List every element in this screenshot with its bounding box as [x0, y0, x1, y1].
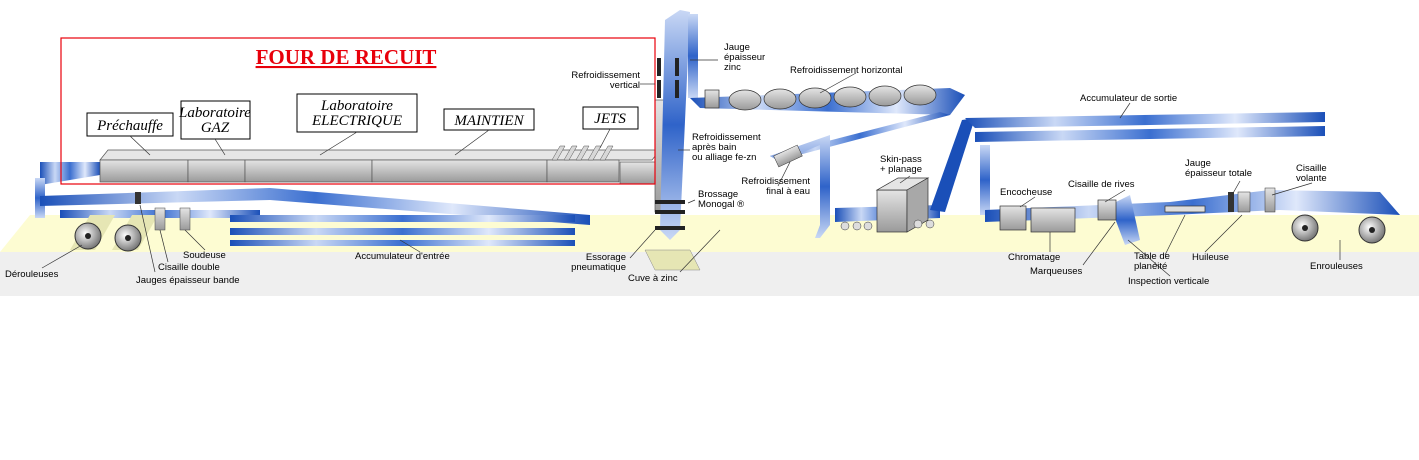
entry-strip-top [40, 162, 100, 185]
label-maintien: MAINTIEN [454, 113, 524, 129]
furnace-electric [245, 160, 372, 182]
label-cisaille-double: Cisaille double [158, 262, 220, 273]
uncoiler-coil-2-hub [125, 235, 131, 241]
welder [180, 208, 190, 230]
furnace-snout [620, 162, 655, 184]
label-accumulateur-sortie: Accumulateur de sortie [1080, 93, 1178, 104]
double-shear [155, 208, 165, 230]
tower-strip-up [660, 10, 690, 240]
label-electrique: Laboratoire ELECTRIQUE [312, 98, 402, 129]
skin-pass-mill [877, 190, 907, 232]
edge-trimmer [1098, 200, 1116, 220]
furnace-preheat [100, 160, 188, 182]
zinc-gauge-3 [657, 80, 661, 98]
label-chromatage: Chromatage [1008, 252, 1061, 263]
label-refroid-vertical: Refroidissement vertical [571, 70, 640, 91]
chromating [1031, 208, 1075, 232]
exit-acc-bottom [980, 145, 990, 215]
label-marqueuses: Marqueuses [1030, 266, 1083, 277]
entry-accumulator-bottom [230, 240, 575, 246]
label-jauge-zinc: Jauge épaisseur zinc [724, 42, 766, 73]
flatness-table [1165, 206, 1205, 212]
zinc-gauge-1 [657, 58, 661, 76]
label-brossage: Brossage Monogal ® [698, 189, 745, 210]
uncoiler-coil-1-hub [85, 233, 91, 239]
furnace-holding [372, 160, 547, 182]
furnace-title: FOUR DE RECUIT [255, 45, 437, 69]
entry-accumulator-mid [230, 228, 575, 235]
label-jauges-bande: Jauges épaisseur bande [136, 275, 240, 286]
floor [0, 215, 1419, 252]
label-gaz: Laboratoire GAZ [179, 105, 251, 136]
notcher [1000, 206, 1026, 230]
total-gauge [1228, 192, 1234, 212]
tower-strip-down [688, 14, 698, 98]
monogal-brush-1 [655, 200, 685, 204]
strip-gauge [135, 192, 141, 204]
furnace-gas [188, 160, 245, 182]
water-quench [774, 145, 803, 167]
exit-riser [930, 118, 975, 212]
label-soudeuse: Soudeuse [183, 250, 226, 261]
furnace-body-top [100, 150, 660, 160]
exit-acc-mid [975, 126, 1325, 142]
label-jets: JETS [594, 111, 626, 127]
label-refroid-final: Refroidissement final à eau [741, 176, 810, 197]
recoiler-coil-1-hub [1302, 225, 1308, 231]
label-refroid-bain: Refroidissement après bain ou alliage fe-zn [692, 132, 761, 163]
label-essorage: Essorage pneumatique [571, 252, 626, 273]
air-knife [655, 226, 685, 230]
label-enrouleuses: Enrouleuses [1310, 261, 1363, 272]
label-accumulateur-entree: Accumulateur d'entrée [355, 251, 450, 262]
label-cisaille-volante: Cisaille volante [1296, 163, 1327, 184]
label-encocheuse: Encocheuse [1000, 187, 1053, 198]
furnace-section-boxes [87, 94, 638, 155]
zinc-gauge-4 [675, 80, 679, 98]
label-cuve-zinc: Cuve à zinc [628, 273, 678, 284]
label-huileuse: Huileuse [1192, 252, 1229, 263]
label-cisaille-rives: Cisaille de rives [1068, 179, 1135, 190]
furnace-jets [547, 160, 619, 182]
monogal-brush-2 [655, 210, 685, 214]
label-table-planeite: Table de planéité [1134, 251, 1170, 272]
exit-acc-top [965, 112, 1325, 128]
label-skin-pass: Skin-pass + planage [880, 154, 922, 175]
label-jauge-totale: Jauge épaisseur totale [1185, 158, 1253, 179]
label-prechauffe: Préchauffe [97, 118, 163, 134]
label-derouleuses: Dérouleuses [5, 269, 59, 280]
entry-accumulator-top [230, 215, 575, 222]
hcool-entry-block [705, 90, 719, 108]
oiler [1238, 192, 1250, 212]
label-refroid-horizontal: Refroidissement horizontal [790, 65, 903, 76]
flying-shear [1265, 188, 1275, 212]
label-inspection-verticale: Inspection verticale [1128, 276, 1210, 287]
zinc-gauge-2 [675, 58, 679, 76]
recoiler-coil-2-hub [1369, 227, 1375, 233]
